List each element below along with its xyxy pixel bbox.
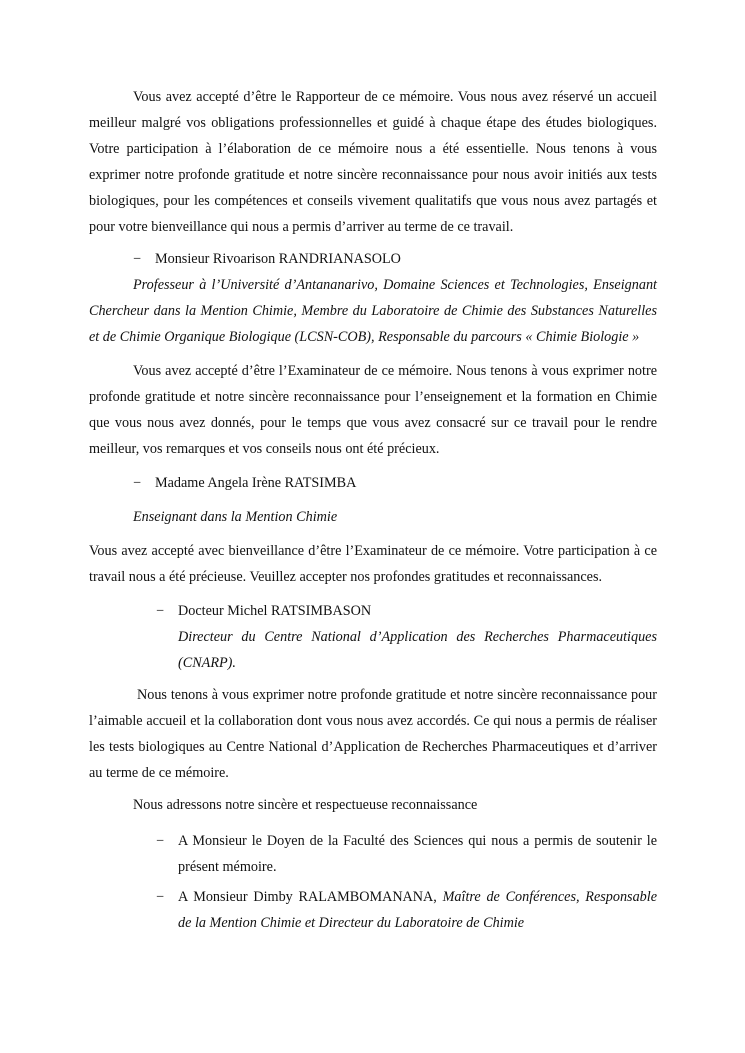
person-entry-randrianasolo (133, 246, 657, 272)
dash-bullet: − (156, 603, 165, 619)
person-entry-ratsimbason (156, 598, 657, 676)
person-title: Professeur à l’Université d’Antananarivo, Domaine Sciences et Technologies, Enseignant Chercheur dans la Mention Chimie, Membre du Laboratoire de Chimie des Substances Naturelles et de Chimie Organique Biologique (LCSN-COB), Responsable du parcours « Chimie Biologie » (89, 277, 657, 345)
rapporteur-paragraph: Vous avez accepté d’être le Rapporteur de ce mémoire. Vous nous avez réservé un accueil meilleur malgré vos obligations professionnelles et guidé à chaque étape des études biologiques. Votre participation à l’élaboration de ce mémoire nous a été essentielle. Nous tenons à vous exprimer notre profonde gratitude et notre sincère reconnaissance pour nous avoir initiés aux tests biologiques, pour les compétences et conseils vivement qualitatifs que vous nous avez partagés et pour votre bienveillance qui nous a permis d’arriver au terme de ce travail. (89, 89, 657, 235)
person-name: Docteur Michel RATSIMBASON (178, 603, 372, 619)
person-title: Directeur du Centre National d’Application des Recherches Pharmaceutiques (CNARP). (178, 629, 657, 671)
closing-intro: Nous adressons notre sincère et respectueuse reconnaissance (133, 797, 478, 813)
dash-bullet: − (156, 833, 165, 849)
list-item-name: A Monsieur Dimby RALAMBOMANANA, (178, 889, 443, 905)
examinateur-paragraph: Vous avez accepté d’être l’Examinateur de ce mémoire. Nous tenons à vous exprimer notre profonde gratitude et notre sincère reconnaissance pour l’enseignement et la formation en Chimie que vous nous avez donnés, pour le temps que vous avez consacré sur ce travail pour le rendre meilleur, vos remarques et vos conseils nous ont été précieux. (89, 363, 657, 457)
closing-list (156, 828, 657, 936)
person-entry-ratsimba (133, 470, 657, 496)
document-page (89, 84, 657, 936)
list-item (156, 828, 657, 880)
list-item-text: A Monsieur le Doyen de la Faculté des Sciences qui nous a permis de soutenir le présent mémoire. (178, 833, 657, 875)
person-name: Madame Angela Irène RATSIMBA (155, 475, 357, 491)
person-name: Monsieur Rivoarison RANDRIANASOLO (155, 251, 401, 267)
dash-bullet: − (133, 251, 142, 267)
list-item-title: Maître de Conférences, Responsable de la Mention Chimie et Directeur du Laboratoire de Chimie (178, 889, 657, 931)
cnarp-paragraph: Nous tenons à vous exprimer notre profonde gratitude et notre sincère reconnaissance pour l’aimable accueil et la collaboration dont vous nous avez accordés. Ce qui nous a permis de réaliser les tests biologiques au Centre National d’Application de Recherches Pharmaceutiques et d’arriver au terme de ce mémoire. (89, 687, 657, 781)
dash-bullet: − (156, 889, 165, 905)
dash-bullet: − (133, 475, 142, 491)
examinateur-paragraph-2: Vous avez accepté avec bienveillance d’être l’Examinateur de ce mémoire. Votre participation à ce travail nous a été précieuse. Veuillez accepter nos profondes gratitudes et reconnaissances. (89, 543, 657, 585)
person-title: Enseignant dans la Mention Chimie (133, 509, 338, 525)
list-item (156, 884, 657, 936)
